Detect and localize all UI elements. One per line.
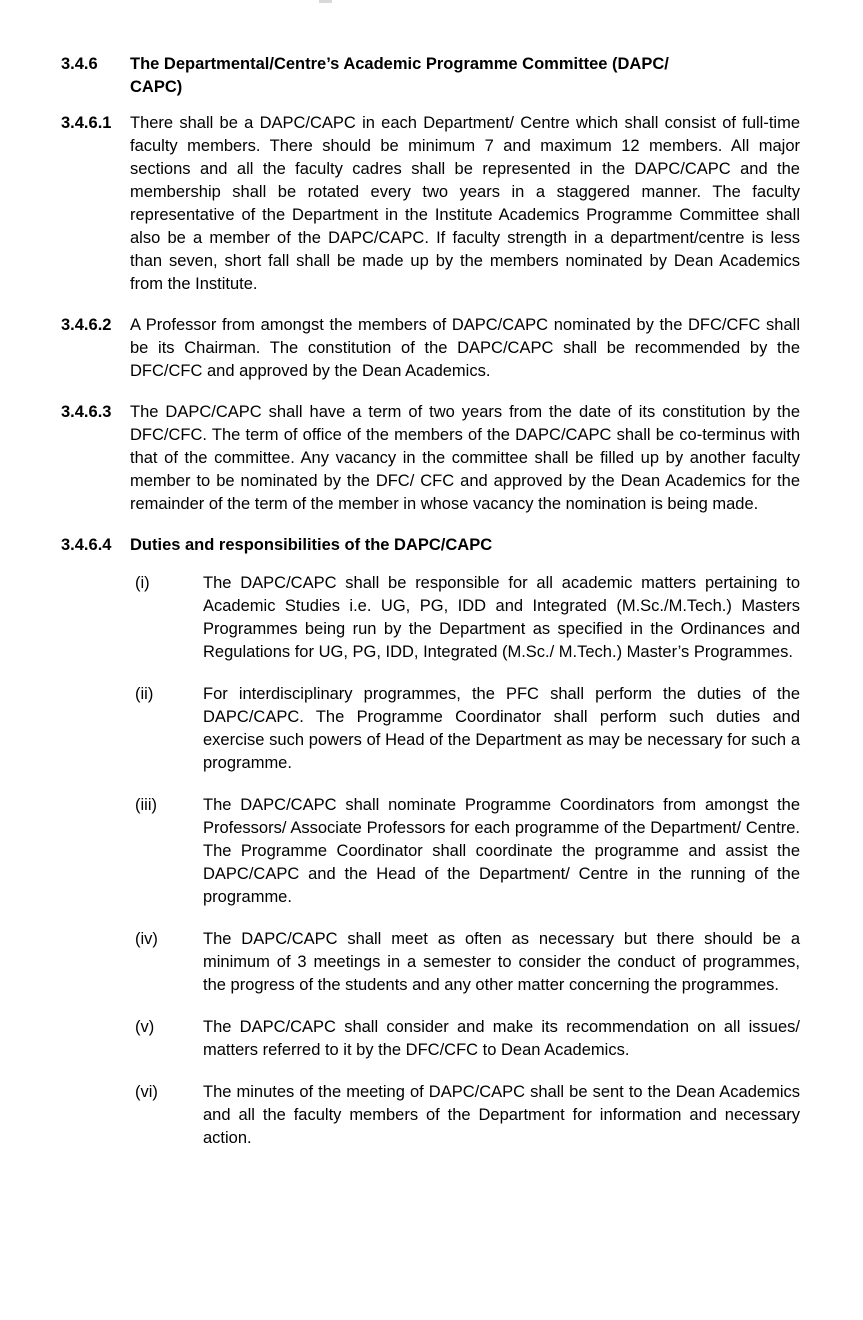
- paragraph-text: A Professor from amongst the members of DAPC/CAPC nominated by the DFC/CFC shall be its Chairman. The constitution of the DAPC/CAPC shall be recommended by the DFC/CFC and approved by the Dean Academics.: [130, 316, 800, 380]
- paragraph-text: There shall be a DAPC/CAPC in each Department/ Centre which shall consist of full-time faculty members. There should be minimum 7 and maximum 12 members. All major sections and all the faculty cadres shall be represented in the DAPC/CAPC and the membership shall be rotated every two years in a staggered manner. The faculty representative of the Department in the Institute Academics Programme Committee shall also be a member of the DAPC/CAPC. If faculty strength in a department/centre is less than seven, short fall shall be made up by the members nominated by Dean Academics from the Institute.: [130, 114, 800, 293]
- list-item-marker: (vi): [135, 1083, 158, 1101]
- list-item: [61, 1081, 800, 1150]
- paragraph-text: The DAPC/CAPC shall have a term of two years from the date of its constitution by the DFC/CFC. The term of office of the members of the DAPC/CAPC shall be co-terminus with that of the committee. Any vacancy in the committee shall be filled up by another faculty member to be nominated by the DFC/ CFC and approved by the Dean Academics for the remainder of the term of the member in whose vacancy the nomination is being made.: [130, 403, 800, 513]
- document-content: [61, 53, 800, 1169]
- list-item-marker: (ii): [135, 685, 154, 703]
- paragraph-number: 3.4.6.3: [61, 403, 112, 421]
- list-item-marker: (v): [135, 1018, 155, 1036]
- list-item: [61, 1016, 800, 1062]
- list-item: [61, 572, 800, 664]
- paragraph-number: 3.4.6.2: [61, 316, 112, 334]
- list-item-marker: (iv): [135, 930, 158, 948]
- list-item-text: The DAPC/CAPC shall consider and make its recommendation on all issues/ matters referred to it by the DFC/CFC to Dean Academics.: [203, 1018, 800, 1059]
- section-title: [130, 53, 800, 99]
- list-item: [61, 683, 800, 775]
- list-item-marker: (i): [135, 574, 150, 592]
- list-item-marker: (iii): [135, 796, 157, 814]
- list-item-text: The minutes of the meeting of DAPC/CAPC shall be sent to the Dean Academics and all the faculty members of the Department for information and necessary action.: [203, 1083, 800, 1147]
- list-item-text: The DAPC/CAPC shall be responsible for all academic matters pertaining to Academic Studies i.e. UG, PG, IDD and Integrated (M.Sc./M.Tech.) Masters Programmes being run by the Department as specified in the Ordinances and Regulations for UG, PG, IDD, Integrated (M.Sc./ M.Tech.) Master’s Programmes.: [203, 574, 800, 661]
- list-item-text: The DAPC/CAPC shall nominate Programme Coordinators from amongst the Professors/ Associate Professors for each programme of the Department/ Centre. The Programme Coordinator shall coordinate the programme and assist the DAPC/CAPC and the Head of the Department/ Centre in the running of the programme.: [203, 796, 800, 906]
- numbered-paragraph: [61, 112, 800, 296]
- section-heading: [61, 53, 800, 99]
- section-title-line2: CAPC): [130, 78, 183, 96]
- subsection-heading: [61, 534, 800, 557]
- list-item-text: The DAPC/CAPC shall meet as often as necessary but there should be a minimum of 3 meetings in a semester to consider the conduct of programmes, the progress of the students and any other matter concerning the programmes.: [203, 930, 800, 994]
- section-title-line1: The Departmental/Centre’s Academic Programme Committee (DAPC/: [130, 55, 669, 73]
- numbered-paragraph: [61, 314, 800, 383]
- subsection-number: 3.4.6.4: [61, 536, 112, 554]
- paragraph-number: 3.4.6.1: [61, 114, 112, 132]
- numbered-paragraph: [61, 401, 800, 516]
- section-number: 3.4.6: [61, 55, 98, 73]
- list-item-text: For interdisciplinary programmes, the PFC shall perform the duties of the DAPC/CAPC. The Programme Coordinator shall perform such duties and exercise such powers of Head of the Department as may be necessary for such a programme.: [203, 685, 800, 772]
- page-top-edge-artifact: [319, 0, 332, 3]
- subsection-title: Duties and responsibilities of the DAPC/CAPC: [130, 536, 493, 554]
- list-item: [61, 928, 800, 997]
- list-item: [61, 794, 800, 909]
